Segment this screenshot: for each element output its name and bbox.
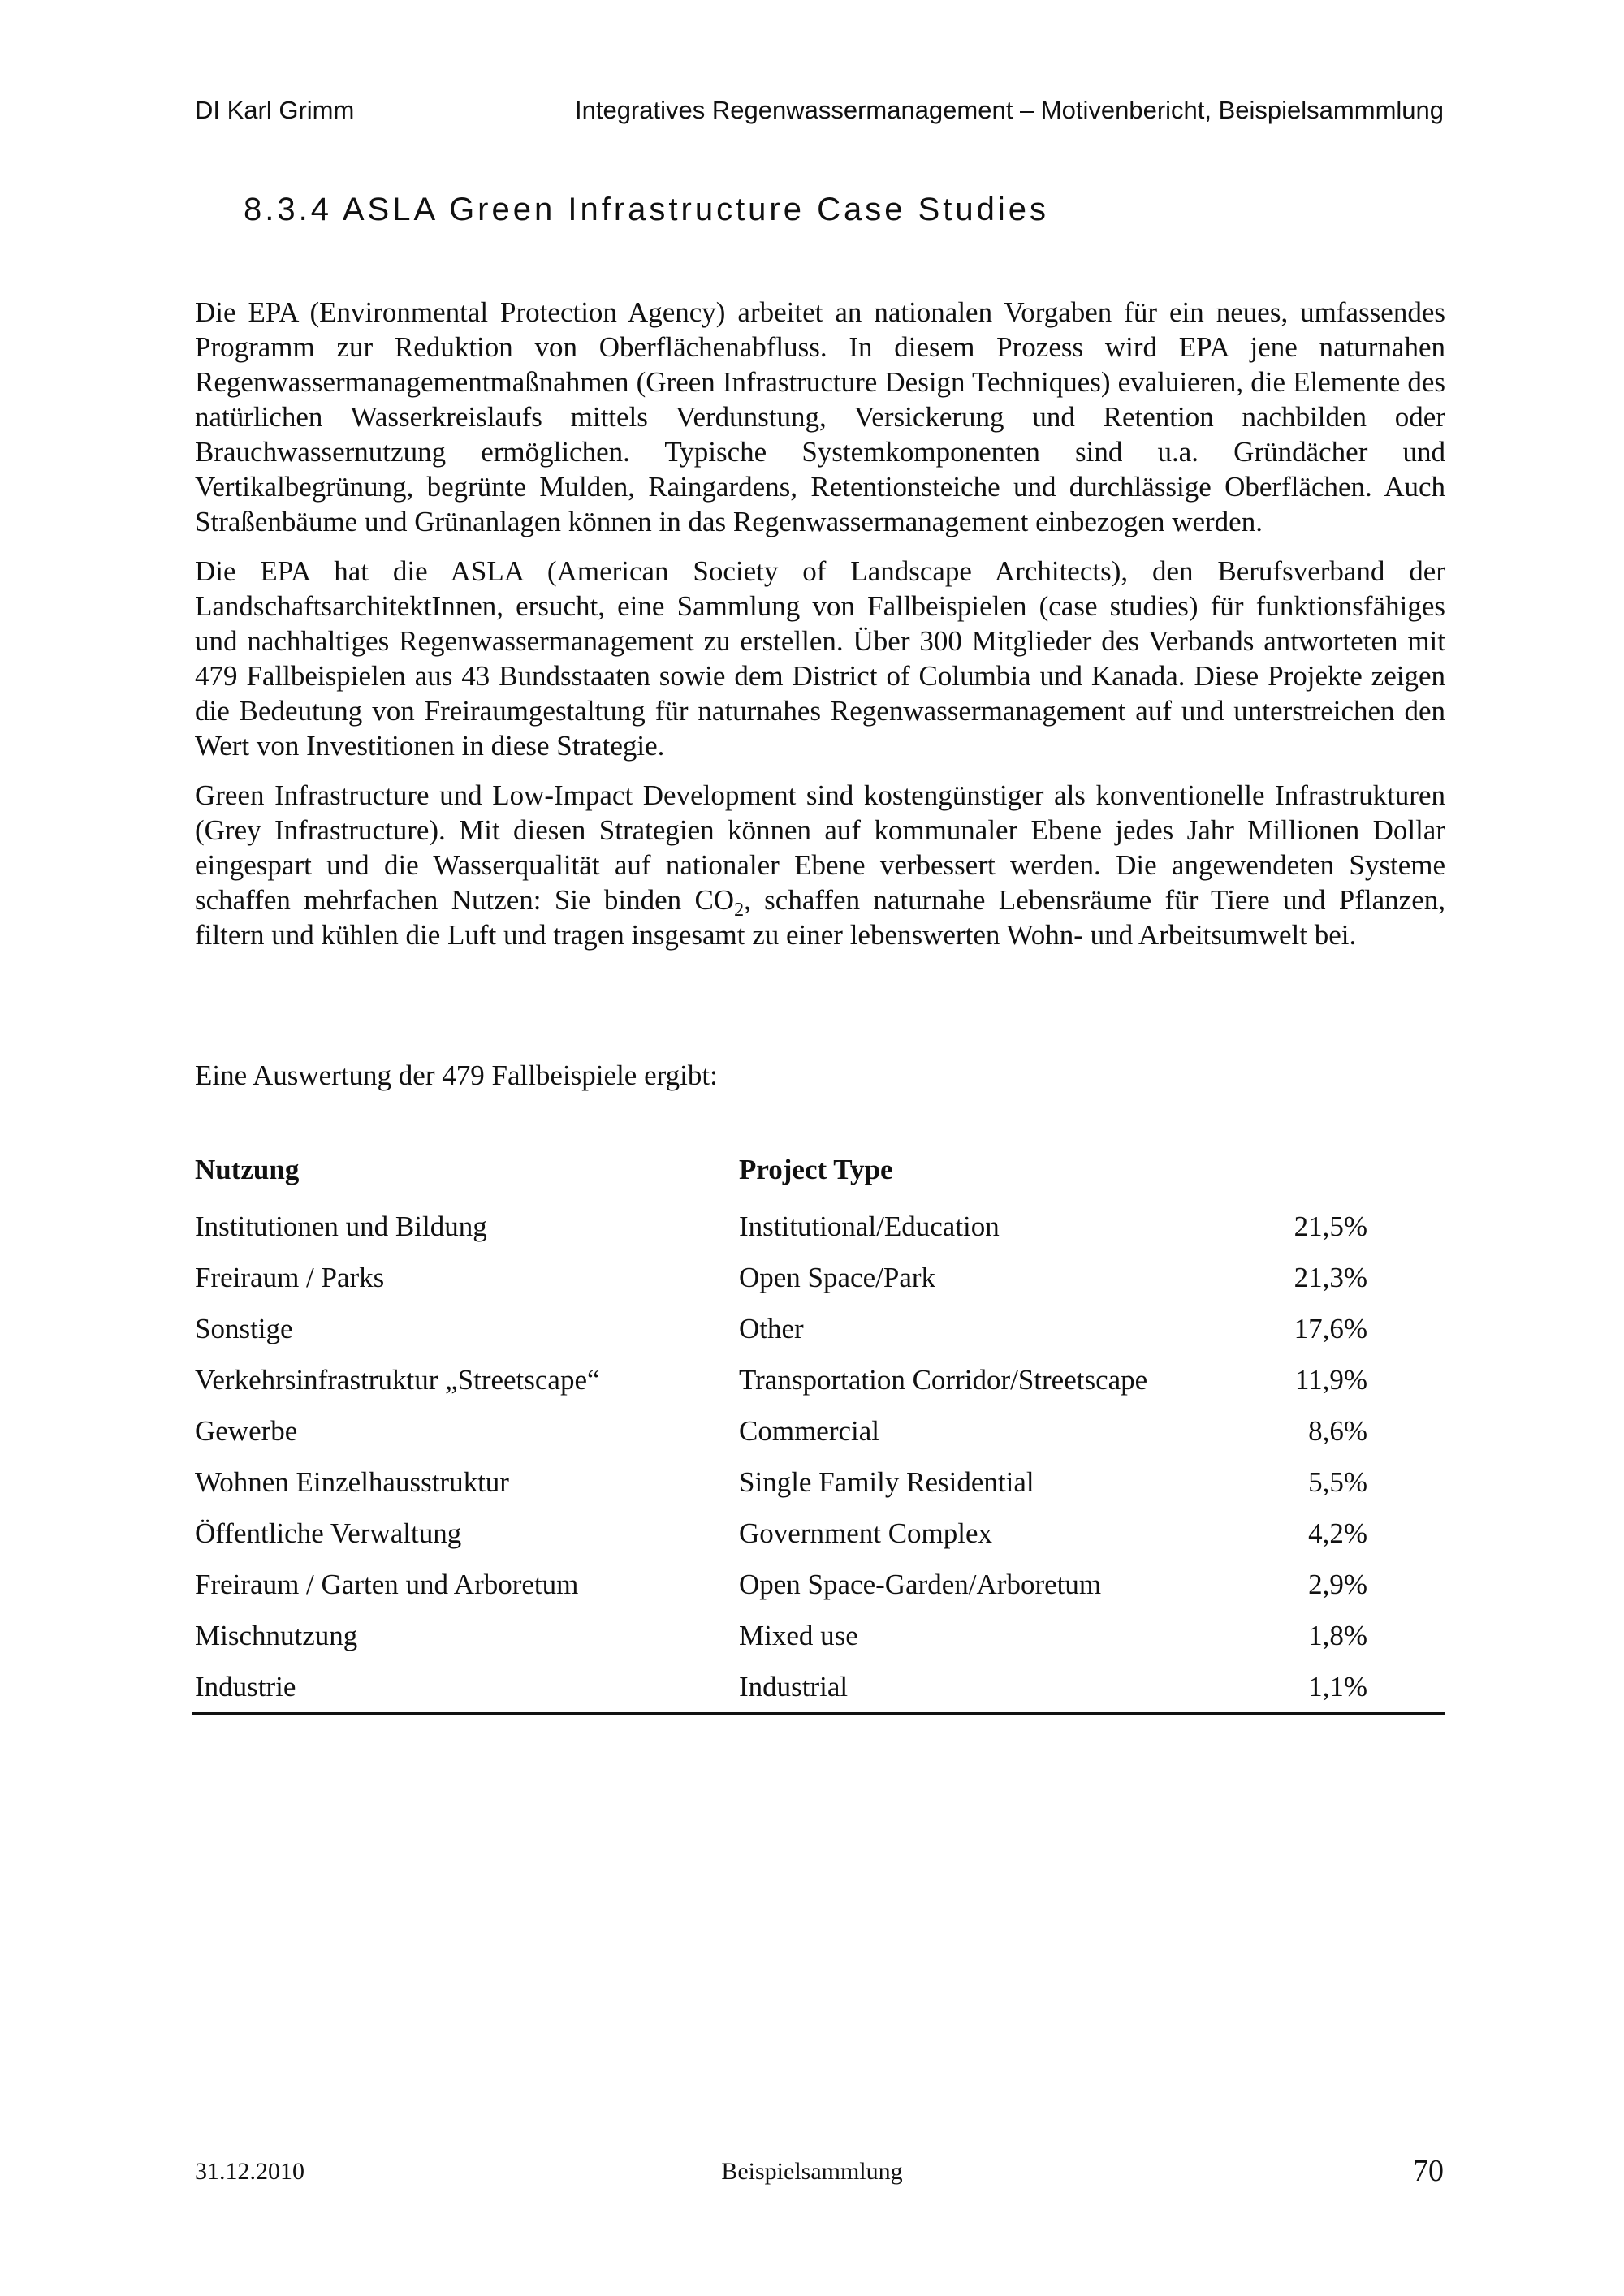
- cell-nutzung: Verkehrsinfrastruktur „Streetscape“: [195, 1363, 600, 1396]
- cell-project-type: Open Space/Park: [739, 1261, 936, 1293]
- paragraph-2-text: Die EPA hat die ASLA (American Society of Landscape Architects), den Berufsverband der LandschaftsarchitektInnen, ersucht, eine Sammlung von Fallbeispielen (case studies) für funktionsfähiges und nachhaltiges Regenwassermanagement zu erstellen. Über 300 Mitglieder des Verbands antworteten mit 479 Fallbeispielen aus 43 Bundsstaaten sowie dem District of Columbia und Kanada. Diese Projekte zeigen die Bedeutung von Freiraumgestaltung für naturnahes Regenwassermanagement auf und unterstreichen den Wert von Investitionen in diese Strategie.: [195, 555, 1445, 762]
- footer-section-label: Beispielsammlung: [721, 2158, 903, 2185]
- co2-subscript: 2: [734, 900, 745, 921]
- paragraph-green-infrastructure: [195, 778, 1445, 966]
- cell-percentage: 8,6%: [1308, 1414, 1367, 1447]
- cell-nutzung: Öffentliche Verwaltung: [195, 1517, 462, 1549]
- cell-nutzung: Freiraum / Parks: [195, 1261, 385, 1293]
- cell-nutzung: Sonstige: [195, 1312, 293, 1344]
- table-row: [192, 1610, 1445, 1661]
- cell-project-type: Commercial: [739, 1414, 880, 1447]
- table-header-row: [192, 1154, 1445, 1201]
- table-row: [192, 1661, 1445, 1714]
- paragraph-3-part-1: Green Infrastructure und Low-Impact Development sind kostengünstiger als konventionelle Infrastrukturen (Grey Infrastructure). Mit diesen Strategien können auf kommunaler Ebene jedes Jahr Millionen Dollar eingespart und die Wasserqualität auf nationaler Ebene verbessert werden. Die angewendeten Systeme schaffen mehrfachen Nutzen: Sie binden CO: [195, 779, 1445, 916]
- cell-percentage: 1,1%: [1276, 1661, 1367, 1714]
- cell-percentage: 4,2%: [1308, 1517, 1367, 1549]
- project-type-table: [192, 1154, 1445, 1715]
- cell-percentage: 1,8%: [1308, 1619, 1367, 1651]
- cell-project-type: Mixed use: [739, 1619, 858, 1651]
- table-row: [192, 1354, 1445, 1405]
- cell-project-type: Transportation Corridor/Streetscape: [739, 1363, 1148, 1396]
- header-project-type: Project Type: [739, 1154, 893, 1185]
- paragraph-asla: [195, 554, 1445, 777]
- cell-percentage: 11,9%: [1294, 1363, 1367, 1396]
- table-row: [192, 1559, 1445, 1610]
- footer-date: 31.12.2010: [195, 2158, 304, 2185]
- table-row: [192, 1252, 1445, 1303]
- cell-project-type: Open Space-Garden/Arboretum: [739, 1568, 1102, 1600]
- paragraph-epa: [195, 295, 1445, 553]
- table-row: [192, 1405, 1445, 1457]
- cell-percentage: 2,9%: [1308, 1568, 1367, 1600]
- cell-nutzung: Mischnutzung: [195, 1619, 358, 1651]
- table-intro: Eine Auswertung der 479 Fallbeispiele ergibt:: [195, 1060, 718, 1091]
- paragraph-3-part-2: , schaffen naturnahe Lebensräume für Tiere und Pflanzen, filtern und kühlen die Luft und tragen insgesamt zu einer lebenswerten Wohn- und Arbeitsumwelt bei.: [195, 884, 1445, 951]
- table-row: [192, 1303, 1445, 1354]
- header-author: DI Karl Grimm: [195, 96, 355, 124]
- header-nutzung: Nutzung: [195, 1154, 300, 1185]
- cell-percentage: 21,5%: [1294, 1210, 1367, 1242]
- header-document-title: Integratives Regenwassermanagement – Motivenbericht, Beispielsammmlung: [574, 96, 1444, 124]
- page-number: 70: [1413, 2154, 1444, 2188]
- cell-project-type: Other: [739, 1312, 804, 1344]
- cell-project-type: Government Complex: [739, 1517, 993, 1549]
- cell-project-type: Single Family Residential: [739, 1465, 1034, 1498]
- cell-nutzung: Industrie: [192, 1661, 736, 1714]
- cell-nutzung: Gewerbe: [195, 1414, 298, 1447]
- cell-project-type: Institutional/Education: [739, 1210, 1000, 1242]
- cell-nutzung: Freiraum / Garten und Arboretum: [195, 1568, 579, 1600]
- paragraph-1-text: Die EPA (Environmental Protection Agency) arbeitet an nationalen Vorgaben für ein neues, umfassendes Programm zur Reduktion von Oberflächenabfluss. In diesem Prozess wird EPA jene naturnahen Regenwassermanagementmaßnahmen (Green Infrastructure Design Techniques) evaluieren, die Elemente des natürlichen Wasserkreislaufs mittels Verdunstung, Versickerung und Retention nachbilden oder Brauchwassernutzung ermöglichen. Typische Systemkomponenten sind u.a. Gründächer und Vertikalbegrünung, begrünte Mulden, Raingardens, Retentionsteiche und durchlässige Oberflächen. Auch Straßenbäume und Grünanlagen können in das Regenwassermanagement einbezogen werden.: [195, 296, 1445, 537]
- section-title: 8.3.4 ASLA Green Infrastructure Case Studies: [244, 192, 1050, 227]
- paragraph-3-text: [195, 778, 1445, 952]
- cell-nutzung: Institutionen und Bildung: [195, 1210, 487, 1242]
- cell-percentage: 21,3%: [1294, 1261, 1367, 1293]
- table-row: [192, 1508, 1445, 1559]
- cell-nutzung: Wohnen Einzelhausstruktur: [195, 1465, 509, 1498]
- table-row: [192, 1457, 1445, 1508]
- cell-percentage: 17,6%: [1294, 1312, 1367, 1344]
- cell-project-type: Industrial: [736, 1661, 1276, 1714]
- table-row: [192, 1201, 1445, 1252]
- cell-percentage: 5,5%: [1308, 1465, 1367, 1498]
